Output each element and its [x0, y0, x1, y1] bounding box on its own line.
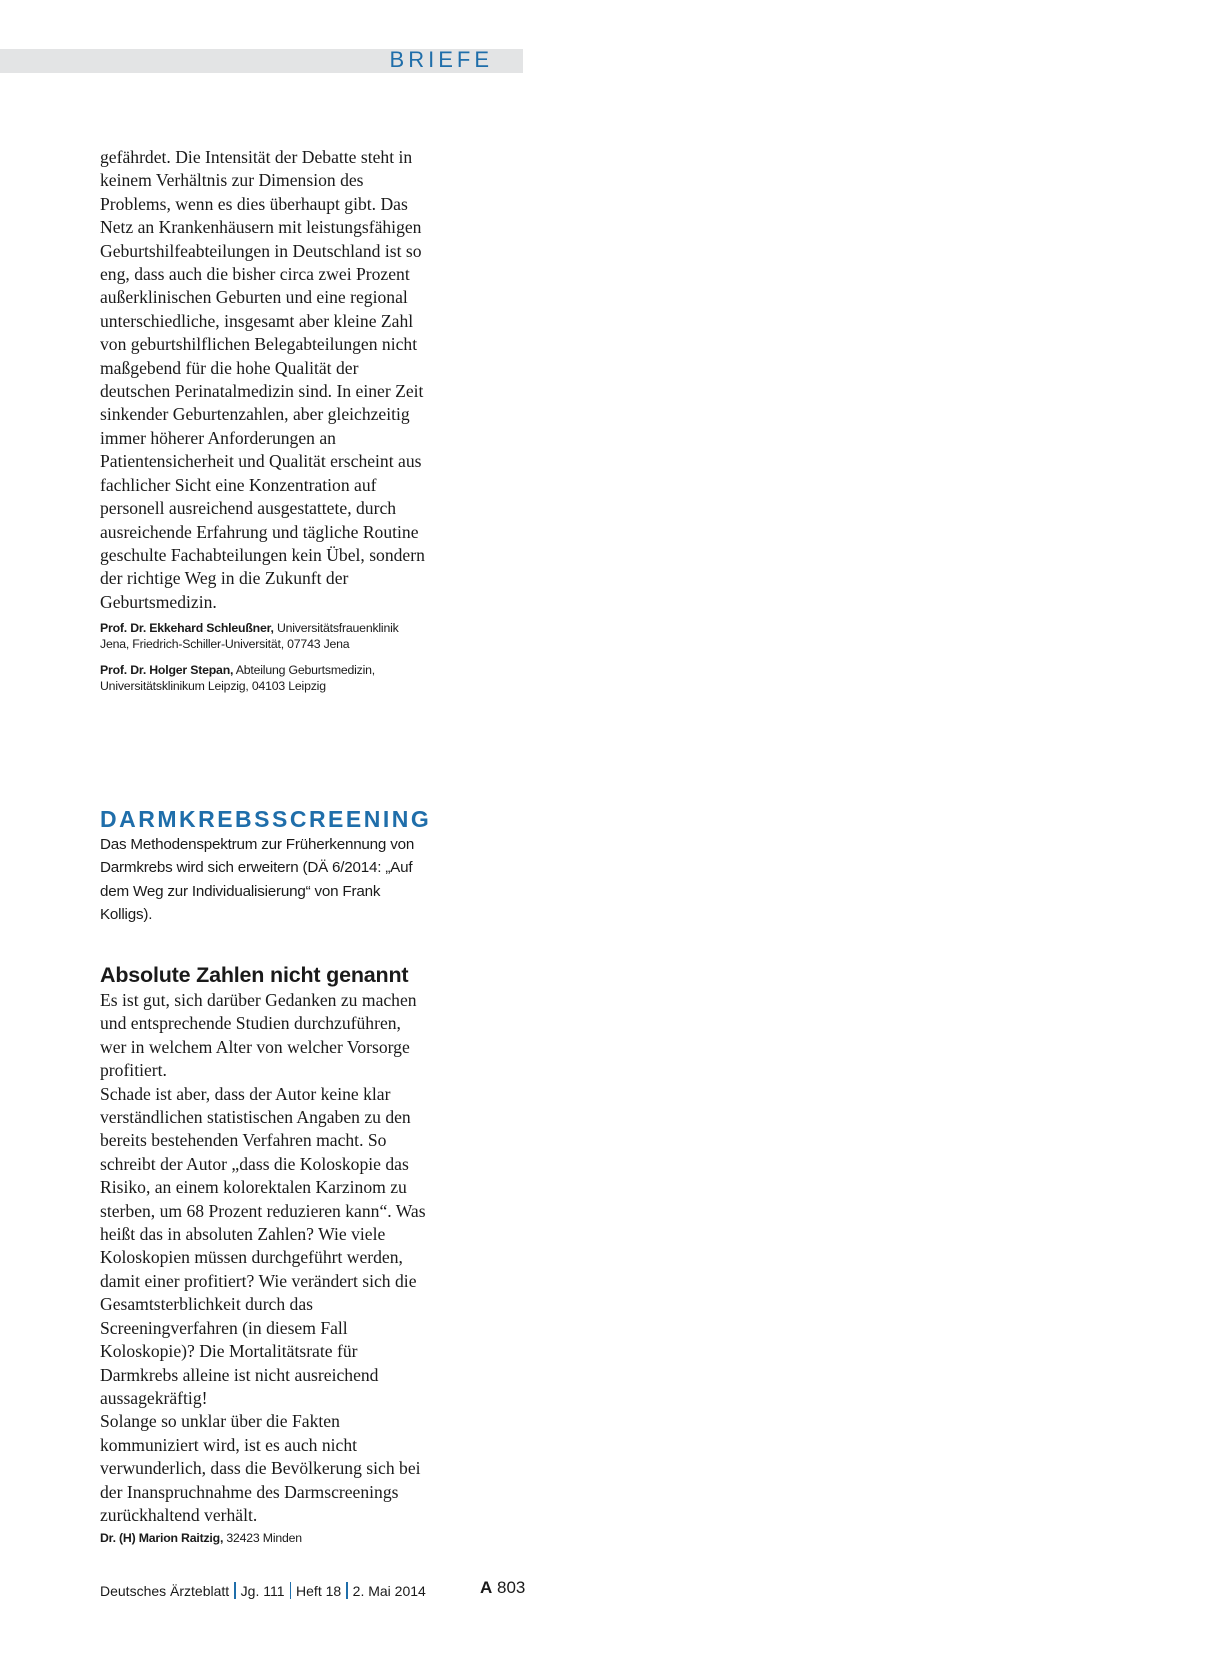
footer-separator — [290, 1582, 292, 1599]
letter-1 — [100, 146, 430, 694]
author-affiliation: 32423 Minden — [226, 1531, 302, 1546]
letter-2 — [100, 961, 430, 1546]
footer-issue: Heft 18 — [296, 1583, 342, 1599]
footer-separator — [234, 1582, 236, 1599]
letter-1-body: gefährdet. Die Intensität der Debatte steht in keinem Verhältnis zur Dimension des Problems, wenn es dies überhaupt gibt. Das Netz an Krankenhäusern mit leistungsfähigen Geburtshilfeabteilungen in Deutschland ist so eng, dass auch die bisher circa zwei Prozent außerklinischen Geburten und eine regional unterschiedliche, insgesamt aber kleine Zahl von geburtshilflichen Belegabteilungen nicht maßgebend für die hohe Qualität der deutschen Perinatalmedizin sind. In einer Zeit sinkender Geburtenzahlen, aber gleichzeitig immer höherer Anforderungen an Patientensicherheit und Qualität erscheint aus fachlicher Sicht eine Konzentration auf personell ausreichend ausgestattete, durch ausreichende Erfahrung und tägliche Routine geschulte Fachabteilungen kein Übel, sondern der richtige Weg in die Zukunft der Geburtsmedizin. — [100, 147, 425, 612]
author-affiliation: Universitätsfrauenklinik Jena, Friedrich-Schiller-Universität, 07743 Jena — [100, 621, 399, 652]
letter-2-paragraph-1: Es ist gut, sich darüber Gedanken zu machen und entsprechende Studien durchzuführen, wer in welchem Alter von welcher Vorsorge profitiert. — [100, 990, 417, 1081]
page-number-value: 803 — [497, 1578, 526, 1597]
letter-2-paragraph-2: Schade ist aber, dass der Autor keine klar verständlichen statistischen Angaben zu den bereits bestehenden Verfahren macht. So schreibt der Autor „dass die Koloskopie das Risiko, an einem kolorektalen Karzinom zu sterben, um 68 Prozent reduzieren kann“. Was heißt das in absoluten Zahlen? Wie viele Koloskopien müssen durchgeführt werden, damit einer profitiert? Wie verändert sich die Gesamtsterblichkeit durch das Screeningverfahren (in diesem Fall Koloskopie)? Die Mortalitätsrate für Darmkrebs alleine ist nicht ausreichend aussagekräftig! — [100, 1083, 426, 1408]
letter-2-title: Absolute Zahlen nicht genannt — [100, 963, 409, 987]
letter-2-author — [100, 1530, 430, 1546]
section-header-bar — [0, 49, 523, 73]
letter-1-author-2 — [100, 662, 430, 694]
footer-date: 2. Mai 2014 — [352, 1583, 426, 1599]
topic-block — [100, 805, 430, 927]
topic-intro: Das Methodenspektrum zur Früherkennung von Darmkrebs wird sich erweitern (DÄ 6/2014: „Auf dem Weg zur Individualisierung“ von Frank Kolligs). — [100, 836, 415, 924]
author-name: Dr. (H) Marion Raitzig, — [100, 1531, 224, 1546]
footer-volume: Jg. 111 — [240, 1583, 285, 1599]
letter-1-author-1 — [100, 620, 430, 652]
author-name: Prof. Dr. Holger Stepan, — [100, 663, 234, 678]
page-number — [480, 1578, 525, 1598]
footer-journal: Deutsches Ärzteblatt — [100, 1583, 230, 1599]
topic-heading: DARMKREBSSCREENING — [100, 806, 432, 832]
footer-separator — [346, 1582, 348, 1599]
page-prefix: A — [480, 1578, 493, 1597]
author-name: Prof. Dr. Ekkehard Schleußner, — [100, 621, 274, 636]
author-affiliation: Abteilung Geburtsmedizin, Universitätsklinikum Leipzig, 04103 Leipzig — [100, 663, 376, 694]
section-label: BRIEFE — [389, 47, 493, 72]
letter-2-paragraph-3: Solange so unklar über die Fakten kommuniziert wird, ist es auch nicht verwunderlich, dass die Bevölkerung sich bei der Inanspruchnahme des Darmscreenings zurückhaltend verhält. — [100, 1411, 421, 1525]
page-footer — [100, 1582, 525, 1604]
